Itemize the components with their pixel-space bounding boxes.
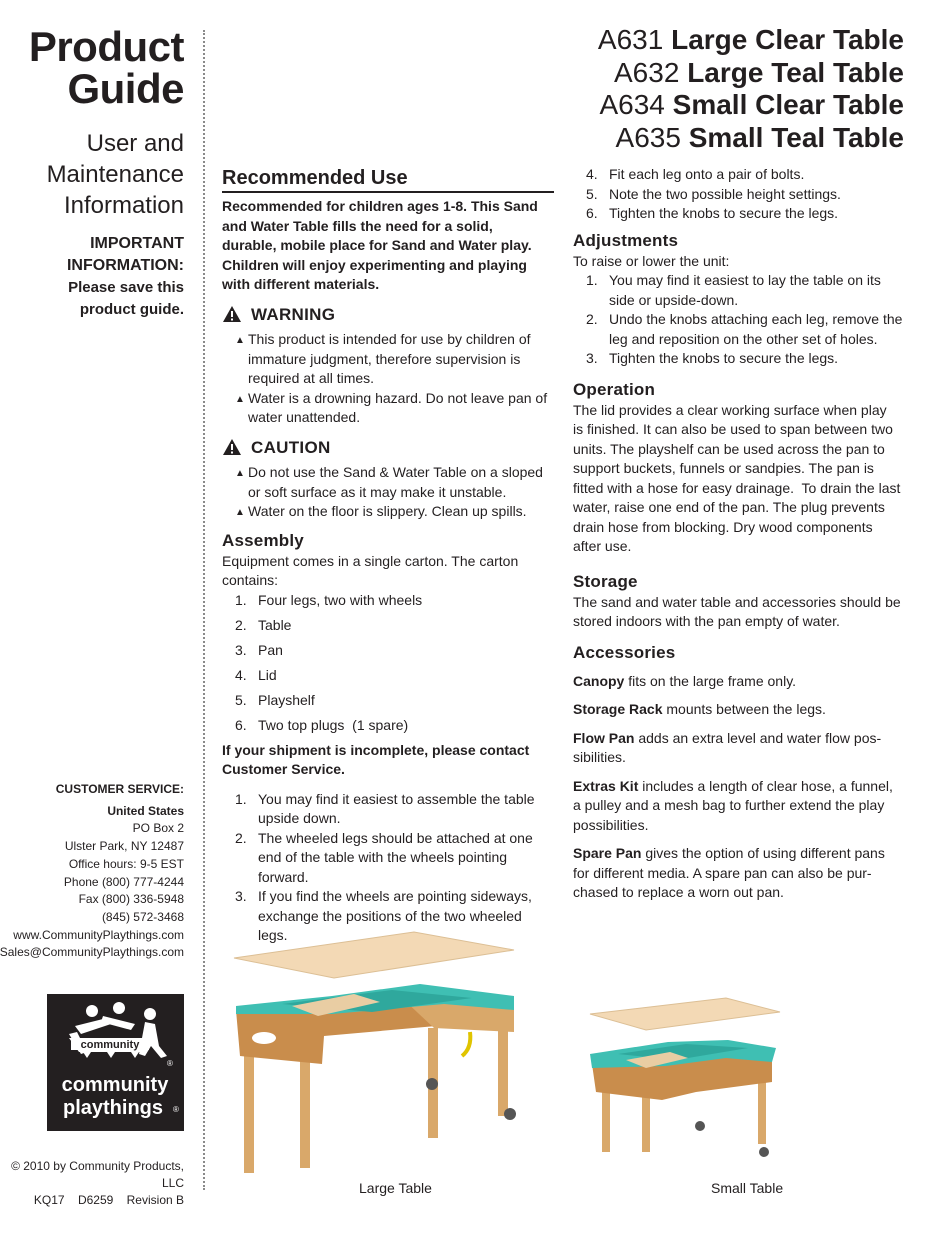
dotted-divider <box>203 30 205 1190</box>
office-hours: Office hours: 9-5 EST <box>68 856 184 871</box>
list-item: 4. Lid <box>235 666 277 683</box>
subtitle-line: Information <box>63 192 184 219</box>
important-line: product guide. <box>79 301 184 318</box>
copyright: © 2010 by Community Products, LLC <box>11 1159 184 1190</box>
svg-text:playthings: playthings <box>62 1097 164 1119</box>
title-line: Product <box>28 23 184 70</box>
list-item: 5. Playshelf <box>235 691 315 708</box>
svg-text:community: community <box>61 1074 169 1096</box>
adjustments-heading: Adjustments <box>573 230 679 250</box>
important-line: IMPORTANT <box>90 235 184 252</box>
list-item: 3. Tighten the knobs to secure the legs. <box>586 350 839 366</box>
title-line: Guide <box>67 65 184 112</box>
incomplete-shipment-note: If your shipment is incomplete, please contact Customer Service. <box>222 741 530 777</box>
accessory-storage-rack: Storage Rack mounts between the legs. <box>573 701 826 717</box>
accessory-extras-kit: Extras Kit includes a length of clear hose, a funnel, a pulley and a mesh bag to further extend the play possibilities. <box>573 777 893 833</box>
bullet-triangle-icon: ▲ <box>235 507 245 518</box>
list-item: 3. If you find the wheels are pointing sideways, exchange the positions of the two wheeled legs. <box>235 888 532 943</box>
caution-heading: CAUTION <box>222 438 554 458</box>
adjustments-steps <box>573 271 909 369</box>
caution-item: ▲ Water on the floor is slippery. Clean up spills. <box>222 502 554 522</box>
list-item: 2. Table <box>235 616 292 633</box>
warning-item: ▲ Water is a drowning hazard. Do not leave pan of water unattended. <box>235 389 548 425</box>
customer-service <box>0 781 184 962</box>
list-item: 1. Four legs, two with wheels <box>235 591 423 608</box>
caution-triangle-icon <box>222 438 242 456</box>
accessory-spare-pan: Spare Pan gives the option of using different pans for different media. A spare pan can also be pur- chased to replace a worn out pan. <box>573 845 885 900</box>
guide-subtitle <box>47 128 184 221</box>
title-a632: A632 Large Teal Table <box>614 56 904 88</box>
middle-column <box>222 166 554 946</box>
important-line: Please save this <box>68 279 184 296</box>
operation-text: The lid provides a clear working surface when play is finished. It can also be used to span between two units. The playshelf can be used across the pan to support buckets, funnels or sandpies. The pan is fitted with a hose for easy drainage. To drain the last water, raise one end of the pan. The plug prevents drain hose from blocking. Dry wood components after use. <box>573 401 901 554</box>
accessories-heading: Accessories <box>573 642 676 662</box>
list-item: 1. You may find it easiest to assemble the table upside down. <box>235 790 535 826</box>
list-item: 2. The wheeled legs should be attached at one end of the table with the wheels pointing forward. <box>235 829 533 885</box>
phone: Phone (800) 777-4244 <box>63 874 184 889</box>
customer-service-heading: CUSTOMER SERVICE: <box>55 782 184 796</box>
important-notice <box>67 233 184 321</box>
operation-heading: Operation <box>573 379 656 399</box>
caution-item: ▲ Do not use the Sand & Water Table on a sloped or soft surface as it may make it unstable. <box>235 464 543 500</box>
sidebar <box>0 0 184 1245</box>
small-table-caption: Small Table <box>711 1180 784 1196</box>
adjustments-intro: To raise or lower the unit: <box>573 252 730 269</box>
product-titles <box>598 24 904 154</box>
list-item: 3. Pan <box>235 641 283 658</box>
email-link[interactable]: Sales@CommunityPlaythings.com <box>0 945 184 960</box>
large-table-caption: Large Table <box>359 1180 432 1196</box>
list-item: 6. Tighten the knobs to secure the legs. <box>586 205 839 221</box>
product-guide-title <box>28 23 184 112</box>
assembly-steps-continued <box>573 165 909 224</box>
fax: Fax (800) 336-5948 <box>78 892 184 907</box>
recommended-text: Recommended for children ages 1-8. This Sand and Water Table fills the need for a solid, durable, mobile place for Sand and Water play. Children will enjoy experimenting and playing with different materials. <box>222 198 538 292</box>
warning-item: ▲ This product is intended for use by children of immature judgment, therefore supervision is required at all times. <box>235 331 531 386</box>
country: United States <box>107 803 184 818</box>
bullet-triangle-icon: ▲ <box>235 335 245 346</box>
subtitle-line: User and <box>86 130 184 157</box>
bullet-triangle-icon: ▲ <box>235 468 245 479</box>
assembly-heading: Assembly <box>222 530 304 550</box>
recommended-use-heading: Recommended Use <box>222 166 554 193</box>
assembly-intro: Equipment comes in a single carton. The carton contains: <box>222 552 519 588</box>
bullet-triangle-icon: ▲ <box>235 393 245 405</box>
important-line: INFORMATION: <box>66 257 184 274</box>
title-a634: A634 Small Clear Table <box>599 89 904 120</box>
document-codes: KQ17 D6259 Revision B <box>33 1193 184 1207</box>
website-link[interactable]: www.CommunityPlaythings.com <box>13 927 184 942</box>
phone-alt: (845) 572-3468 <box>101 909 184 924</box>
address-line: PO Box 2 <box>132 821 184 836</box>
warning-triangle-icon <box>222 305 242 323</box>
assembly-steps <box>222 790 554 946</box>
list-item: 1. You may find it easiest to lay the table on its side or upside-down. <box>586 272 881 308</box>
svg-text:®: ® <box>173 1105 179 1114</box>
list-item: 6. Two top plugs (1 spare) <box>235 716 409 733</box>
list-item: 4. Fit each leg onto a pair of bolts. <box>586 166 805 182</box>
svg-text:®: ® <box>167 1059 173 1068</box>
accessory-canopy: Canopy fits on the large frame only. <box>573 672 797 689</box>
list-item: 2. Undo the knobs attaching each leg, remove the leg and reposition on the other set of holes. <box>586 311 903 347</box>
accessory-flow-pan: Flow Pan adds an extra level and water flow pos- sibilities. <box>573 729 882 765</box>
carton-contents-list <box>222 591 554 736</box>
copyright-block <box>0 1158 184 1209</box>
subtitle-line: Maintenance <box>46 161 184 188</box>
title-a635: A635 Small Teal Table <box>615 121 904 153</box>
right-column <box>573 165 909 912</box>
address-line: Ulster Park, NY 12487 <box>64 839 184 854</box>
warning-heading: WARNING <box>222 305 554 325</box>
large-table-image <box>222 928 522 1178</box>
logo-figures-icon <box>47 994 184 1131</box>
community-playthings-logo <box>47 994 184 1131</box>
small-table-image <box>576 996 786 1166</box>
list-item: 5. Note the two possible height settings. <box>586 185 841 202</box>
storage-text: The sand and water table and accessories should be stored indoors with the pan empty of water. <box>573 593 901 629</box>
title-a631: A631 Large Clear Table <box>597 24 904 55</box>
svg-text:community: community <box>80 1039 140 1051</box>
storage-heading: Storage <box>573 571 638 591</box>
